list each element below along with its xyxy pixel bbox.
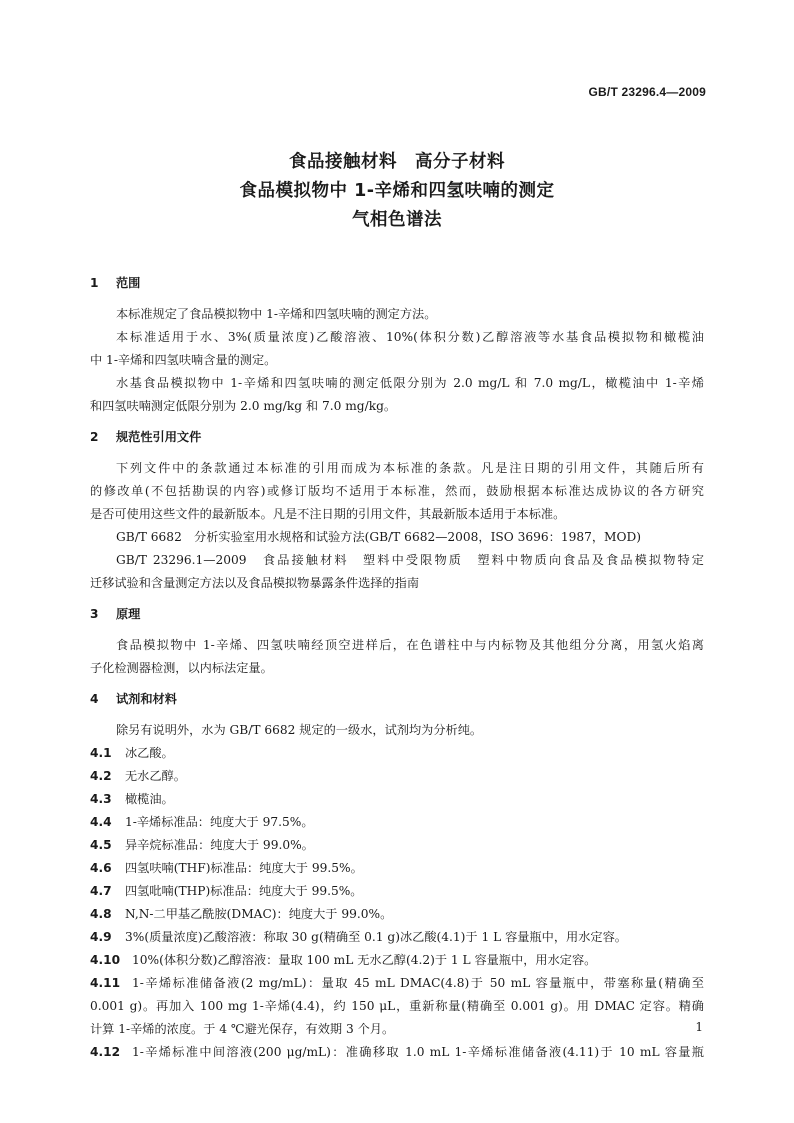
reference-gbt-6682: GB/T 6682 分析实验室用水规格和试验方法(GB/T 6682—2008，ISO 3696：1987，MOD) xyxy=(116,530,642,544)
item-number: 4.7 xyxy=(90,884,112,898)
item-text: 冰乙酸。 xyxy=(125,746,174,760)
item-number: 4.4 xyxy=(90,815,112,829)
item-number: 4.2 xyxy=(90,769,112,783)
reagents-intro: 除另有说明外，水为 GB/T 6682 规定的一级水，试剂均为分析纯。 xyxy=(116,723,483,737)
document-title xyxy=(0,148,794,235)
item-number: 4.10 xyxy=(90,953,121,967)
item-number: 4.3 xyxy=(90,792,112,806)
section-number: 3 xyxy=(90,607,99,621)
section-heading-reagents xyxy=(90,688,704,711)
item-number: 4.9 xyxy=(90,930,112,944)
item-number: 4.5 xyxy=(90,838,112,852)
section-number: 2 xyxy=(90,430,99,444)
section-number: 1 xyxy=(90,276,99,290)
item-number: 4.11 xyxy=(90,976,121,990)
reagent-item xyxy=(90,949,704,972)
section-heading-principle xyxy=(90,603,704,626)
item-text: 1-辛烯标准储备液(2 mg/mL)：量取 45 mL DMAC(4.8)于 50 mL 容量瓶中，带塞称量(精确至 xyxy=(132,976,704,990)
reference-gbt-23296-1-line-1: GB/T 23296.1—2009 食品接触材料 塑料中受限物质 塑料中物质向食品及食品模拟物特定 xyxy=(116,553,704,567)
item-text: 无水乙醇。 xyxy=(125,769,186,783)
reagent-item xyxy=(90,811,704,834)
reagent-item xyxy=(90,788,704,811)
item-number: 4.1 xyxy=(90,746,112,760)
references-paragraph-line-1: 下列文件中的条款通过本标准的引用而成为本标准的条款。凡是注日期的引用文件，其随后所有 xyxy=(116,461,704,475)
reagent-item-4-12-line-1 xyxy=(90,1041,704,1064)
item-number: 4.12 xyxy=(90,1045,121,1059)
reagent-item xyxy=(90,834,704,857)
scope-paragraph-2-line-1: 本标准适用于水、3%(质量浓度)乙酸溶液、10%(体积分数)乙醇溶液等水基食品模拟物和橄榄油 xyxy=(116,330,704,344)
scope-paragraph-1: 本标准规定了食品模拟物中 1-辛烯和四氢呋喃的测定方法。 xyxy=(116,307,437,321)
document-body xyxy=(90,272,704,1064)
item-text: N,N-二甲基乙酰胺(DMAC)：纯度大于 99.0%。 xyxy=(125,907,393,921)
item-text: 1-辛烯标准品：纯度大于 97.5%。 xyxy=(125,815,314,829)
section-title: 范围 xyxy=(116,276,141,290)
item-number: 4.8 xyxy=(90,907,112,921)
title-line-1: 食品接触材料 高分子材料 xyxy=(289,152,505,172)
section-number: 4 xyxy=(90,692,99,706)
item-text: 10%(体积分数)乙醇溶液：量取 100 mL 无水乙醇(4.2)于 1 L 容量瓶中，用水定容。 xyxy=(132,953,597,967)
section-title: 原理 xyxy=(116,607,141,621)
reagent-item-4-11-line-3: 计算 1-辛烯的浓度。于 4 ℃避光保存，有效期 3 个月。 xyxy=(90,1022,395,1036)
item-text: 四氢吡喃(THP)标准品：纯度大于 99.5%。 xyxy=(125,884,363,898)
item-text: 1-辛烯标准中间溶液(200 μg/mL)：准确移取 1.0 mL 1-辛烯标准储备液(4.11)于 10 mL 容量瓶 xyxy=(132,1045,704,1059)
item-text: 异辛烷标准品：纯度大于 99.0%。 xyxy=(125,838,314,852)
reagent-item xyxy=(90,903,704,926)
reagent-item-4-11-line-1 xyxy=(90,972,704,995)
references-paragraph-line-3: 是否可使用这些文件的最新版本。凡是不注日期的引用文件，其最新版本适用于本标准。 xyxy=(90,507,566,521)
reagent-list xyxy=(90,742,704,1064)
section-heading-normative-references xyxy=(90,426,704,449)
principle-paragraph-line-1: 食品模拟物中 1-辛烯、四氢呋喃经顶空进样后，在色谱柱中与内标物及其他组分分离，用氢火焰离 xyxy=(116,638,704,652)
principle-paragraph-line-2: 子化检测器检测，以内标法定量。 xyxy=(90,661,273,675)
reagent-item xyxy=(90,857,704,880)
title-line-2: 食品模拟物中 1-辛烯和四氢呋喃的测定 xyxy=(239,181,555,201)
reference-gbt-23296-1-line-2: 迁移试验和含量测定方法以及食品模拟物暴露条件选择的指南 xyxy=(90,576,420,590)
section-title: 试剂和材料 xyxy=(116,692,177,706)
reagent-item xyxy=(90,765,704,788)
page-number: 1 xyxy=(695,1020,703,1034)
standard-code: GB/T 23296.4—2009 xyxy=(588,85,706,99)
reagent-item xyxy=(90,880,704,903)
section-heading-scope xyxy=(90,272,704,295)
references-paragraph-line-2: 的修改单(不包括勘误的内容)或修订版均不适用于本标准，然而，鼓励根据本标准达成协议的各方研究 xyxy=(90,484,704,498)
item-number: 4.6 xyxy=(90,861,112,875)
scope-paragraph-2-line-2: 中 1-辛烯和四氢呋喃含量的测定。 xyxy=(90,353,277,367)
reagent-item-4-11-line-2: 0.001 g)。再加入 100 mg 1-辛烯(4.4)，约 150 μL，重新称量(精确至 0.001 g)。用 DMAC 定容。精确 xyxy=(90,999,704,1013)
section-title: 规范性引用文件 xyxy=(116,430,202,444)
reagent-item xyxy=(90,926,704,949)
title-line-3: 气相色谱法 xyxy=(352,210,442,230)
scope-paragraph-3-line-1: 水基食品模拟物中 1-辛烯和四氢呋喃的测定低限分别为 2.0 mg/L 和 7.0 mg/L，橄榄油中 1-辛烯 xyxy=(116,376,704,390)
item-text: 橄榄油。 xyxy=(125,792,174,806)
scope-paragraph-3-line-2: 和四氢呋喃测定低限分别为 2.0 mg/kg 和 7.0 mg/kg。 xyxy=(90,399,397,413)
reagent-item xyxy=(90,742,704,765)
item-text: 四氢呋喃(THF)标准品：纯度大于 99.5%。 xyxy=(125,861,363,875)
item-text: 3%(质量浓度)乙酸溶液：称取 30 g(精确至 0.1 g)冰乙酸(4.1)于 1 L 容量瓶中，用水定容。 xyxy=(125,930,627,944)
